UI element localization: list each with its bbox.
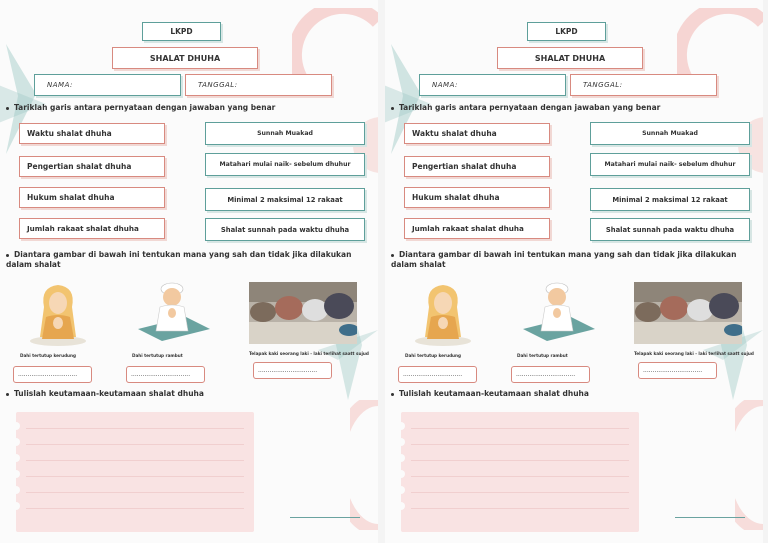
statement-box[interactable]: Pengertian shalat dhuha <box>404 156 550 177</box>
answer-box[interactable]: Matahari mulai naik- sebelum dhuhur <box>205 153 365 176</box>
image-caption: Telapak kaki seorang laki - laki terlihat saatt sujud <box>634 351 754 356</box>
answer-box[interactable]: Shalat sunnah pada waktu dhuha <box>590 218 750 241</box>
boy-praying-image <box>130 277 214 341</box>
men-prostrating-photo <box>249 282 357 344</box>
answer-blank-field[interactable]: ............................... <box>638 362 717 379</box>
answer-blank-field[interactable]: ............................... <box>126 366 205 383</box>
answer-blank-field[interactable]: ............................... <box>398 366 477 383</box>
signature-line <box>290 517 360 518</box>
statement-box[interactable]: Hukum shalat dhuha <box>404 187 550 208</box>
image-caption: Dahi tertutup rambut <box>132 353 183 358</box>
statement-box[interactable]: Jumlah rakaat shalat dhuha <box>19 218 165 239</box>
image-caption: Dahi tertutup kerudung <box>405 353 462 358</box>
image-caption: Dahi tertutup rambut <box>517 353 568 358</box>
name-field[interactable]: NAMA: <box>34 74 181 96</box>
girl-praying-image <box>403 277 483 347</box>
date-field[interactable]: TANGGAL: <box>185 74 332 96</box>
answer-box[interactable]: Minimal 2 maksimal 12 rakaat <box>590 188 750 211</box>
arc-decoration-icon <box>350 400 378 530</box>
answer-box[interactable]: Sunnah Muakad <box>590 122 750 145</box>
image-caption: Telapak kaki seorang laki - laki terlihat saatt sujud <box>249 351 369 356</box>
instruction-3: Tulislah keutamaan-keutamaan shalat dhuha <box>6 389 374 399</box>
instruction-2: Diantara gambar di bawah ini tentukan mana yang sah dan tidak jika dilakukan dalam shalat <box>391 250 737 269</box>
arc-decoration-icon <box>735 400 763 530</box>
instruction-1: Tariklah garis antara pernyataan dengan jawaban yang benar <box>391 103 759 113</box>
answer-box[interactable]: Sunnah Muakad <box>205 122 365 145</box>
men-prostrating-photo <box>634 282 742 344</box>
statement-box[interactable]: Pengertian shalat dhuha <box>19 156 165 177</box>
notes-area[interactable] <box>401 412 639 532</box>
answer-blank-field[interactable]: ............................... <box>511 366 590 383</box>
name-field[interactable]: NAMA: <box>419 74 566 96</box>
answer-box[interactable]: Matahari mulai naik- sebelum dhuhur <box>590 153 750 176</box>
notes-area[interactable] <box>16 412 254 532</box>
badge-label: LKPD <box>142 22 221 41</box>
image-caption: Dahi tertutup kerudung <box>20 353 77 358</box>
answer-box[interactable]: Shalat sunnah pada waktu dhuha <box>205 218 365 241</box>
answer-box[interactable]: Minimal 2 maksimal 12 rakaat <box>205 188 365 211</box>
statement-box[interactable]: Waktu shalat dhuha <box>19 123 165 144</box>
answer-blank-field[interactable]: ............................... <box>253 362 332 379</box>
signature-line <box>675 517 745 518</box>
instruction-3: Tulislah keutamaan-keutamaan shalat dhuha <box>391 389 759 399</box>
boy-praying-image <box>515 277 599 341</box>
answer-blank-field[interactable]: ............................... <box>13 366 92 383</box>
leaf-decoration-icon <box>385 34 451 164</box>
worksheet-title: SHALAT DHUHA <box>497 47 643 69</box>
instruction-1: Tariklah garis antara pernyataan dengan jawaban yang benar <box>6 103 374 113</box>
statement-box[interactable]: Hukum shalat dhuha <box>19 187 165 208</box>
date-field[interactable]: TANGGAL: <box>570 74 717 96</box>
badge-label: LKPD <box>527 22 606 41</box>
leaf-decoration-icon <box>0 34 66 164</box>
worksheet-page-right <box>385 0 763 543</box>
worksheet-title: SHALAT DHUHA <box>112 47 258 69</box>
statement-box[interactable]: Jumlah rakaat shalat dhuha <box>404 218 550 239</box>
statement-box[interactable]: Waktu shalat dhuha <box>404 123 550 144</box>
instruction-2: Diantara gambar di bawah ini tentukan mana yang sah dan tidak jika dilakukan dalam shalat <box>6 250 352 269</box>
worksheet-page-left <box>0 0 378 543</box>
girl-praying-image <box>18 277 98 347</box>
